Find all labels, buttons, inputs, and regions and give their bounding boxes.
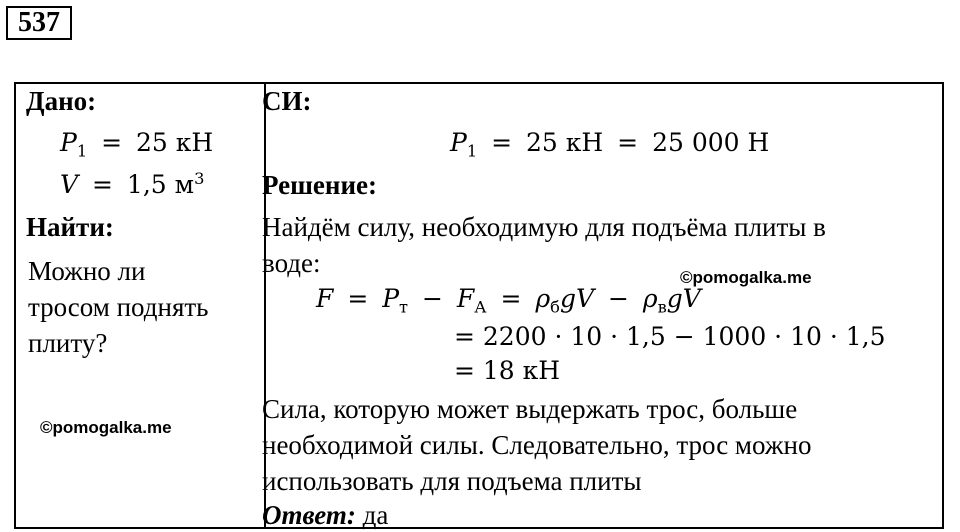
formula-f-symbol: F — [456, 284, 475, 313]
given-v — [60, 170, 204, 199]
conclusion-line-1: Сила, которую может выдержать трос, больше — [262, 394, 798, 424]
formula-rho2: ρ — [642, 284, 658, 313]
problem-number: 537 — [6, 6, 72, 40]
formula-eq2: = — [500, 284, 522, 313]
solution-header: Решение: — [262, 170, 377, 200]
formula-minus2: − — [607, 284, 629, 313]
formula-f-sub: А — [474, 297, 487, 317]
p1-symbol: P — [60, 128, 77, 157]
formula-rho1: ρ — [535, 284, 551, 313]
given-p1 — [60, 128, 214, 161]
find-header: Найти: — [26, 212, 114, 242]
conclusion-line-2: необходимой силы. Следовательно, трос можно — [262, 430, 812, 460]
solution-intro-line-2: воде: — [262, 248, 321, 278]
answer-label: Ответ: — [262, 500, 356, 530]
v-value: 1,5 м — [126, 170, 195, 199]
v-eq: = — [92, 170, 113, 199]
si-sub: 1 — [466, 141, 478, 161]
find-question-line-3: плиту? — [28, 328, 108, 358]
formula-rho2-sub: в — [657, 297, 667, 317]
si-value2: 25 000 Н — [652, 128, 770, 157]
find-question-line-2: тросом поднять — [28, 292, 209, 322]
formula-minus1: − — [422, 284, 443, 313]
formula-rho1-sub: б — [550, 297, 560, 317]
v-sup: 3 — [194, 169, 205, 189]
formula-p-sub: т — [399, 297, 409, 317]
answer-line — [262, 500, 388, 531]
answer-value: да — [362, 500, 389, 530]
p1-sub: 1 — [76, 141, 88, 161]
result-line: = 18 кН — [454, 356, 561, 385]
watermark-right: ©pomogalka.me — [680, 268, 812, 287]
si-eq1: = — [491, 128, 513, 157]
solution-intro-line-1: Найдём силу, необходимую для подъёма плиты в — [262, 212, 826, 242]
given-header: Дано: — [26, 86, 97, 116]
formula-eq: = — [347, 284, 369, 313]
find-question-line-1: Можно ли — [28, 256, 146, 286]
si-symbol: P — [450, 128, 467, 157]
formula-p-symbol: P — [382, 284, 400, 313]
si-header: СИ: — [262, 86, 312, 116]
formula-line — [316, 284, 701, 317]
formula-gv1: gV — [559, 284, 594, 313]
watermark-left: ©pomogalka.me — [40, 418, 172, 437]
p1-value: 25 кН — [136, 128, 214, 157]
si-eq2: = — [617, 128, 639, 157]
si-conversion — [450, 128, 770, 161]
calc-line: = 2200 · 10 · 1,5 − 1000 · 10 · 1,5 — [454, 322, 886, 351]
formula-gv2: gV — [666, 284, 701, 313]
si-value1: 25 кН — [526, 128, 604, 157]
v-symbol: V — [60, 170, 79, 199]
conclusion-line-3: использовать для подъема плиты — [262, 466, 642, 496]
solution-table — [14, 82, 944, 529]
p1-eq: = — [101, 128, 123, 157]
formula-lhs: F — [316, 284, 334, 313]
